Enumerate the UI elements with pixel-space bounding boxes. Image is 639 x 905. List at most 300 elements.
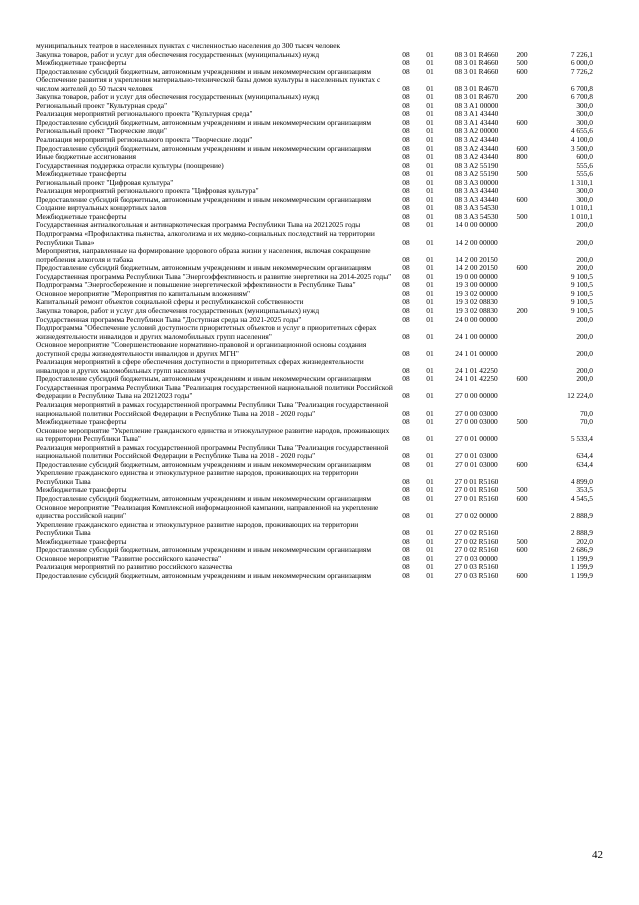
subsection-code: 01 bbox=[426, 408, 434, 418]
row-name: Основное мероприятие "Мероприятия по капитальным вложениям" bbox=[36, 288, 251, 298]
target-article-code: 27 0 02 R5160 bbox=[454, 536, 499, 546]
section-code: 08 bbox=[402, 562, 410, 572]
target-article-code: 27 0 02 R5160 bbox=[454, 545, 499, 555]
target-article-code: 08 3 01 R4660 bbox=[454, 58, 499, 68]
subsection-code: 01 bbox=[426, 109, 434, 119]
row-name: Основное мероприятие "Совершенствование нормативно-правовой и организационной основы создания доступной среды жизнедеятельности инвалидов и других МГН" bbox=[36, 340, 367, 358]
section-code: 08 bbox=[402, 528, 410, 538]
row-name: Реализация мероприятий регионального проекта "Цифровая культура" bbox=[36, 186, 259, 196]
table-row bbox=[36, 76, 593, 93]
amount: 200,0 bbox=[576, 263, 593, 273]
subsection-code: 01 bbox=[426, 305, 434, 315]
section-code: 08 bbox=[402, 109, 410, 119]
row-name: Межбюджетные трансферты bbox=[36, 417, 127, 427]
expense-type-code bbox=[511, 324, 533, 341]
target-article-code: 19 3 02 00000 bbox=[455, 288, 498, 298]
subsection-code: 01 bbox=[426, 374, 434, 384]
section-code: 08 bbox=[402, 434, 410, 444]
amount: 9 100,5 bbox=[570, 288, 593, 298]
target-article-code: 08 3 A1 43440 bbox=[454, 117, 499, 127]
section-code: 08 bbox=[402, 570, 410, 580]
row-name: Предоставление субсидий бюджетным, автономным учреждениям и иным некоммерческим организациям bbox=[36, 374, 372, 384]
row-name: Мероприятия, направленные на формирование здорового образа жизни у населения, включая сокращение потребления алкоголя и табака bbox=[36, 246, 371, 264]
row-name: Укрепление гражданского единства и этнокультурное развитие народов, проживающих на территории Республики Тыва bbox=[36, 519, 359, 538]
expense-type-code bbox=[511, 102, 533, 111]
target-article-code: 27 0 01 03000 bbox=[455, 459, 498, 469]
page-number: 42 bbox=[592, 849, 603, 861]
amount: 1 010,1 bbox=[570, 203, 593, 213]
subsection-code: 01 bbox=[426, 493, 434, 503]
target-article-code: 27 0 03 R5160 bbox=[454, 562, 499, 572]
row-name: Подпрограмма "Обеспечение условий доступности приоритетных объектов и услуг в приоритетных сферах жизнедеятельности инвалидов и других маломобильных групп населения" bbox=[36, 323, 377, 341]
row-name: Реализация мероприятий в сфере обеспечения доступности в приоритетных сферах жизнедеятельности инвалидов и других маломобильных групп населения bbox=[36, 357, 364, 375]
expense-type-code: 600 bbox=[516, 545, 528, 555]
target-article-code: 08 3 A3 54530 bbox=[454, 211, 499, 221]
subsection-code: 01 bbox=[426, 280, 434, 290]
row-name: Укрепление гражданского единства и этнокультурное развитие народов, проживающих на территории Республики Тыва bbox=[36, 468, 359, 486]
section-code: 08 bbox=[402, 186, 410, 196]
section-code: 08 bbox=[402, 58, 410, 68]
section-code: 08 bbox=[402, 417, 410, 427]
expense-type-code bbox=[511, 504, 533, 521]
expense-type-code: 500 bbox=[516, 169, 528, 179]
subsection-code: 01 bbox=[426, 365, 434, 375]
amount: 1 199,9 bbox=[570, 553, 593, 563]
amount: 12 224,0 bbox=[567, 391, 593, 401]
expense-type-code: 800 bbox=[516, 152, 528, 162]
subsection-code: 01 bbox=[426, 451, 434, 461]
amount: 600,0 bbox=[576, 152, 593, 162]
target-article-code: 14 2 00 20150 bbox=[455, 263, 498, 273]
amount: 200,0 bbox=[576, 237, 593, 247]
row-name: Реализация мероприятий регионального проекта "Культурная среда" bbox=[36, 109, 253, 119]
section-code: 08 bbox=[402, 143, 410, 153]
expense-type-code bbox=[511, 290, 533, 299]
subsection-code: 01 bbox=[426, 177, 434, 187]
expense-type-code bbox=[511, 444, 533, 461]
section-code: 08 bbox=[402, 476, 410, 486]
target-article-code: 08 3 01 R4670 bbox=[454, 92, 499, 102]
section-code: 08 bbox=[402, 203, 410, 213]
target-article-code: 08 3 A2 55190 bbox=[454, 160, 499, 170]
amount: 9 100,5 bbox=[570, 280, 593, 290]
amount: 1 010,1 bbox=[570, 211, 593, 221]
subsection-code: 01 bbox=[426, 528, 434, 538]
expense-type-code bbox=[511, 401, 533, 418]
subsection-code: 01 bbox=[426, 545, 434, 555]
amount: 6 700,8 bbox=[570, 92, 593, 102]
table-row bbox=[36, 427, 593, 444]
row-name: Предоставление субсидий бюджетным, автономным учреждениям и иным некоммерческим организациям bbox=[36, 194, 372, 204]
amount: 200,0 bbox=[576, 374, 593, 384]
section-code: 08 bbox=[402, 408, 410, 418]
target-article-code: 24 1 01 42250 bbox=[455, 365, 498, 375]
amount: 9 100,5 bbox=[570, 305, 593, 315]
subsection-code: 01 bbox=[426, 476, 434, 486]
expense-type-code: 200 bbox=[516, 92, 528, 102]
target-article-code: 08 3 01 R4670 bbox=[454, 83, 499, 93]
subsection-code: 01 bbox=[426, 254, 434, 264]
amount: 7 726,2 bbox=[570, 66, 593, 76]
expense-type-code bbox=[511, 358, 533, 375]
row-name: Иные бюджетные ассигнования bbox=[36, 152, 137, 162]
amount: 1 310,1 bbox=[570, 177, 593, 187]
subsection-code: 01 bbox=[426, 203, 434, 213]
row-name: муниципальных театров в населенных пунктах с численностью населения до 300 тысяч человек bbox=[36, 41, 341, 50]
expense-type-code: 600 bbox=[516, 117, 528, 127]
subsection-code: 01 bbox=[426, 553, 434, 563]
expense-type-code: 500 bbox=[516, 58, 528, 68]
section-code: 08 bbox=[402, 66, 410, 76]
expense-type-code: 600 bbox=[516, 263, 528, 273]
target-article-code: 19 3 00 00000 bbox=[455, 280, 498, 290]
section-code: 08 bbox=[402, 160, 410, 170]
section-code: 08 bbox=[402, 100, 410, 110]
subsection-code: 01 bbox=[426, 58, 434, 68]
row-name: Закупка товаров, работ и услуг для обеспечения государственных (муниципальных) нужд bbox=[36, 305, 320, 315]
amount: 200,0 bbox=[576, 365, 593, 375]
subsection-code: 01 bbox=[426, 92, 434, 102]
amount: 1 199,9 bbox=[570, 570, 593, 580]
section-code: 08 bbox=[402, 391, 410, 401]
expense-type-code bbox=[511, 76, 533, 93]
target-article-code: 08 3 A1 00000 bbox=[454, 100, 499, 110]
row-name: Региональный проект "Цифровая культура" bbox=[36, 177, 174, 187]
amount: 4 899,0 bbox=[570, 476, 593, 486]
subsection-code: 01 bbox=[426, 220, 434, 230]
expense-type-code bbox=[511, 427, 533, 444]
subsection-code: 01 bbox=[426, 263, 434, 273]
subsection-code: 01 bbox=[426, 536, 434, 546]
row-name: Межбюджетные трансферты bbox=[36, 485, 127, 495]
target-article-code: 08 3 01 R4660 bbox=[454, 66, 499, 76]
subsection-code: 01 bbox=[426, 135, 434, 145]
amount: 7 226,1 bbox=[570, 49, 593, 59]
row-name: Реализация мероприятий по развитию российского казачества bbox=[36, 562, 233, 572]
expense-type-code bbox=[511, 230, 533, 247]
section-code: 08 bbox=[402, 305, 410, 315]
target-article-code: 08 3 A3 54530 bbox=[454, 203, 499, 213]
table-row bbox=[36, 444, 593, 461]
section-code: 08 bbox=[402, 553, 410, 563]
section-code: 08 bbox=[402, 271, 410, 281]
target-article-code: 27 0 02 R5160 bbox=[454, 528, 499, 538]
section-code: 08 bbox=[402, 83, 410, 93]
section-code: 08 bbox=[402, 177, 410, 187]
amount: 353,5 bbox=[576, 485, 593, 495]
expense-type-code bbox=[511, 179, 533, 188]
expense-type-code: 600 bbox=[516, 143, 528, 153]
target-article-code: 24 1 01 42250 bbox=[455, 374, 498, 384]
row-name: Межбюджетные трансферты bbox=[36, 169, 127, 179]
row-name: Предоставление субсидий бюджетным, автономным учреждениям и иным некоммерческим организациям bbox=[36, 459, 372, 469]
expense-type-code: 500 bbox=[516, 485, 528, 495]
budget-table-body bbox=[36, 42, 593, 580]
subsection-code: 01 bbox=[426, 570, 434, 580]
row-name: Государственная программа Республики Тыва "Реализация государственной национальной политики Российской Федерации в Республике Тыва на 20212023 годы" bbox=[36, 382, 393, 401]
target-article-code: 14 2 00 00000 bbox=[455, 237, 498, 247]
subsection-code: 01 bbox=[426, 391, 434, 401]
section-code: 08 bbox=[402, 331, 410, 341]
target-article-code: 19 3 02 08830 bbox=[455, 297, 498, 307]
section-code: 08 bbox=[402, 211, 410, 221]
row-name: Предоставление субсидий бюджетным, автономным учреждениям и иным некоммерческим организациям bbox=[36, 66, 372, 76]
amount: 2 888,9 bbox=[570, 511, 593, 521]
row-name: Предоставление субсидий бюджетным, автономным учреждениям и иным некоммерческим организациям bbox=[36, 545, 372, 555]
expense-type-code bbox=[511, 127, 533, 136]
section-code: 08 bbox=[402, 117, 410, 127]
amount: 202,0 bbox=[576, 536, 593, 546]
section-code: 08 bbox=[402, 92, 410, 102]
subsection-code: 01 bbox=[426, 485, 434, 495]
amount: 9 100,5 bbox=[570, 271, 593, 281]
section-code: 08 bbox=[402, 194, 410, 204]
expense-type-code bbox=[511, 521, 533, 538]
section-code: 08 bbox=[402, 314, 410, 324]
expense-type-code bbox=[511, 469, 533, 486]
subsection-code: 01 bbox=[426, 83, 434, 93]
row-name: Предоставление субсидий бюджетным, автономным учреждениям и иным некоммерческим организациям bbox=[36, 263, 372, 273]
subsection-code: 01 bbox=[426, 417, 434, 427]
row-name: Капитальный ремонт объектов социальной сферы и республиканской собственности bbox=[36, 297, 304, 307]
row-name: Реализация мероприятий в рамках государственной программы Республики Тыва "Реализация государственной национальной политики Российской Федерации в Республике Тыва на 2018 - 2020 годы" bbox=[36, 442, 389, 461]
section-code: 08 bbox=[402, 152, 410, 162]
section-code: 08 bbox=[402, 169, 410, 179]
subsection-code: 01 bbox=[426, 237, 434, 247]
row-name: Государственная программа Республики Тыва "Доступная среда на 2021-2025 годы" bbox=[36, 314, 302, 324]
amount: 4 100,0 bbox=[570, 135, 593, 145]
target-article-code: 27 0 00 00000 bbox=[455, 391, 498, 401]
expense-type-code: 500 bbox=[516, 417, 528, 427]
row-name: Региональный проект "Культурная среда" bbox=[36, 100, 168, 110]
target-article-code: 08 3 A3 43440 bbox=[454, 194, 499, 204]
section-code: 08 bbox=[402, 220, 410, 230]
row-name: Реализация мероприятий в рамках государственной программы Республики Тыва "Реализация государственной национальной политики Российской Федерации в Республике Тыва на 2018 - 2020 годы" bbox=[36, 399, 389, 418]
row-name: Подпрограмма «Профилактика пьянства, алкоголизма и их медико-социальных последствий на территории Республики Тыва» bbox=[36, 229, 375, 247]
section-code: 08 bbox=[402, 135, 410, 145]
row-name: Государственная антиалкогольная и антинаркотическая программа Республики Тыва на 20212025 годы bbox=[36, 220, 361, 230]
subsection-code: 01 bbox=[426, 160, 434, 170]
target-article-code: 08 3 A2 43440 bbox=[454, 152, 499, 162]
target-article-code: 08 3 A2 00000 bbox=[454, 126, 499, 136]
amount: 3 500,0 bbox=[570, 143, 593, 153]
row-name: Межбюджетные трансферты bbox=[36, 58, 127, 68]
amount: 2 888,9 bbox=[570, 528, 593, 538]
section-code: 08 bbox=[402, 49, 410, 59]
target-article-code: 27 0 01 R5160 bbox=[454, 493, 499, 503]
row-name: Предоставление субсидий бюджетным, автономным учреждениям и иным некоммерческим организациям bbox=[36, 493, 372, 503]
expense-type-code bbox=[511, 273, 533, 282]
target-article-code: 08 3 A3 00000 bbox=[454, 177, 499, 187]
target-article-code: 27 0 01 03000 bbox=[455, 451, 498, 461]
expense-type-code: 600 bbox=[516, 570, 528, 580]
amount: 200,0 bbox=[576, 220, 593, 230]
section-code: 08 bbox=[402, 365, 410, 375]
target-article-code: 24 1 01 00000 bbox=[455, 348, 498, 358]
section-code: 08 bbox=[402, 237, 410, 247]
section-code: 08 bbox=[402, 297, 410, 307]
subsection-code: 01 bbox=[426, 511, 434, 521]
row-name: Обеспечение развития и укрепления материально-технической базы домов культуры в населенных пунктах с числом жителей до 50 тысяч человек bbox=[36, 75, 381, 93]
expense-type-code bbox=[511, 316, 533, 325]
amount: 200,0 bbox=[576, 331, 593, 341]
target-article-code: 27 0 00 03000 bbox=[455, 417, 498, 427]
subsection-code: 01 bbox=[426, 331, 434, 341]
target-article-code: 24 1 00 00000 bbox=[455, 331, 498, 341]
amount: 4 545,5 bbox=[570, 493, 593, 503]
amount: 6 000,0 bbox=[570, 58, 593, 68]
row-name: Предоставление субсидий бюджетным, автономным учреждениям и иным некоммерческим организациям bbox=[36, 143, 372, 153]
amount: 300,0 bbox=[576, 186, 593, 196]
amount: 6 700,8 bbox=[570, 83, 593, 93]
row-name: Межбюджетные трансферты bbox=[36, 536, 127, 546]
target-article-code: 08 3 A2 43440 bbox=[454, 135, 499, 145]
section-code: 08 bbox=[402, 288, 410, 298]
target-article-code: 27 0 02 00000 bbox=[455, 511, 498, 521]
expense-type-code bbox=[511, 247, 533, 264]
subsection-code: 01 bbox=[426, 211, 434, 221]
row-name: Основное мероприятие "Развитие российского казачества" bbox=[36, 553, 222, 563]
target-article-code: 27 0 01 00000 bbox=[455, 434, 498, 444]
subsection-code: 01 bbox=[426, 66, 434, 76]
table-row bbox=[36, 230, 593, 247]
target-article-code: 08 3 A3 43440 bbox=[454, 186, 499, 196]
amount: 5 533,4 bbox=[570, 434, 593, 444]
row-name: Закупка товаров, работ и услуг для обеспечения государственных (муниципальных) нужд bbox=[36, 49, 320, 59]
expense-type-code bbox=[511, 281, 533, 290]
section-code: 08 bbox=[402, 254, 410, 264]
row-name: Реализация мероприятий регионального проекта "Творческие люди" bbox=[36, 135, 253, 145]
target-article-code: 14 0 00 00000 bbox=[455, 220, 498, 230]
section-code: 08 bbox=[402, 493, 410, 503]
table-row bbox=[36, 469, 593, 486]
amount: 634,4 bbox=[576, 451, 593, 461]
subsection-code: 01 bbox=[426, 186, 434, 196]
section-code: 08 bbox=[402, 126, 410, 136]
section-code: 08 bbox=[402, 536, 410, 546]
table-row bbox=[36, 358, 593, 375]
amount: 1 199,9 bbox=[570, 562, 593, 572]
section-code: 08 bbox=[402, 348, 410, 358]
amount: 70,0 bbox=[580, 417, 593, 427]
subsection-code: 01 bbox=[426, 143, 434, 153]
section-code: 08 bbox=[402, 280, 410, 290]
expense-type-code: 500 bbox=[516, 536, 528, 546]
subsection-code: 01 bbox=[426, 117, 434, 127]
subsection-code: 01 bbox=[426, 297, 434, 307]
table-row bbox=[36, 247, 593, 264]
target-article-code: 27 0 01 R5160 bbox=[454, 485, 499, 495]
amount: 300,0 bbox=[576, 109, 593, 119]
expense-type-code bbox=[511, 384, 533, 401]
subsection-code: 01 bbox=[426, 459, 434, 469]
target-article-code: 27 0 03 R5160 bbox=[454, 570, 499, 580]
amount: 634,4 bbox=[576, 459, 593, 469]
table-row bbox=[36, 401, 593, 418]
table-row bbox=[36, 341, 593, 358]
section-code: 08 bbox=[402, 485, 410, 495]
section-code: 08 bbox=[402, 263, 410, 273]
target-article-code: 27 0 01 R5160 bbox=[454, 476, 499, 486]
row-name: Государственная поддержка отрасли культуры (поощрение) bbox=[36, 160, 224, 170]
amount: 200,0 bbox=[576, 348, 593, 358]
subsection-code: 01 bbox=[426, 100, 434, 110]
subsection-code: 01 bbox=[426, 562, 434, 572]
row-name: Создание виртуальных концертных залов bbox=[36, 203, 167, 213]
expense-type-code bbox=[511, 555, 533, 564]
expense-type-code: 600 bbox=[516, 194, 528, 204]
target-article-code: 08 3 A1 43440 bbox=[454, 109, 499, 119]
subsection-code: 01 bbox=[426, 49, 434, 59]
target-article-code: 27 0 03 00000 bbox=[455, 553, 498, 563]
subsection-code: 01 bbox=[426, 271, 434, 281]
target-article-code: 08 3 A2 55190 bbox=[454, 169, 499, 179]
amount: 2 686,9 bbox=[570, 545, 593, 555]
subsection-code: 01 bbox=[426, 348, 434, 358]
row-name: Основное мероприятие "Укрепление гражданского единства и этнокультурное развитие народов, проживающих на территории Республики Тыва" bbox=[36, 425, 390, 444]
row-name: Предоставление субсидий бюджетным, автономным учреждениям и иным некоммерческим организациям bbox=[36, 570, 372, 580]
subsection-code: 01 bbox=[426, 126, 434, 136]
expense-type-code: 600 bbox=[516, 66, 528, 76]
expense-type-code: 200 bbox=[516, 49, 528, 59]
table-row bbox=[36, 324, 593, 341]
section-code: 08 bbox=[402, 511, 410, 521]
section-code: 08 bbox=[402, 451, 410, 461]
row-name: Межбюджетные трансферты bbox=[36, 211, 127, 221]
expense-type-code: 600 bbox=[516, 493, 528, 503]
subsection-code: 01 bbox=[426, 288, 434, 298]
row-name: Закупка товаров, работ и услуг для обеспечения государственных (муниципальных) нужд bbox=[36, 92, 320, 102]
subsection-code: 01 bbox=[426, 169, 434, 179]
amount: 70,0 bbox=[580, 408, 593, 418]
subsection-code: 01 bbox=[426, 434, 434, 444]
expense-type-code: 600 bbox=[516, 459, 528, 469]
amount: 300,0 bbox=[576, 194, 593, 204]
target-article-code: 19 0 00 00000 bbox=[455, 271, 498, 281]
table-row bbox=[36, 572, 593, 581]
expense-type-code: 500 bbox=[516, 211, 528, 221]
section-code: 08 bbox=[402, 459, 410, 469]
expense-type-code: 200 bbox=[516, 305, 528, 315]
amount: 4 655,6 bbox=[570, 126, 593, 136]
target-article-code: 19 3 02 08830 bbox=[455, 305, 498, 315]
amount: 200,0 bbox=[576, 254, 593, 264]
budget-table bbox=[36, 42, 593, 580]
target-article-code: 24 0 00 00000 bbox=[455, 314, 498, 324]
amount: 555,6 bbox=[576, 160, 593, 170]
target-article-code: 08 3 01 R4660 bbox=[454, 49, 499, 59]
row-name: Основное мероприятие "Реализация Комплексной информационной кампании, направленной на укрепление единства российской нации" bbox=[36, 502, 379, 521]
target-article-code: 27 0 00 03000 bbox=[455, 408, 498, 418]
row-name: Предоставление субсидий бюджетным, автономным учреждениям и иным некоммерческим организациям bbox=[36, 117, 372, 127]
table-row bbox=[36, 384, 593, 401]
amount: 9 100,5 bbox=[570, 297, 593, 307]
amount: 300,0 bbox=[576, 117, 593, 127]
expense-type-code: 600 bbox=[516, 374, 528, 384]
table-row bbox=[36, 504, 593, 521]
row-name: Государственная программа Республики Тыва "Энергоэффективность и развитие энергетики на 2014-2025 годы" bbox=[36, 271, 392, 281]
section-code: 08 bbox=[402, 374, 410, 384]
amount: 555,6 bbox=[576, 169, 593, 179]
amount: 200,0 bbox=[576, 314, 593, 324]
subsection-code: 01 bbox=[426, 314, 434, 324]
expense-type-code bbox=[511, 221, 533, 230]
subsection-code: 01 bbox=[426, 194, 434, 204]
amount: 300,0 bbox=[576, 100, 593, 110]
table-row bbox=[36, 521, 593, 538]
row-name: Региональный проект "Творческие люди" bbox=[36, 126, 167, 136]
subsection-code: 01 bbox=[426, 152, 434, 162]
